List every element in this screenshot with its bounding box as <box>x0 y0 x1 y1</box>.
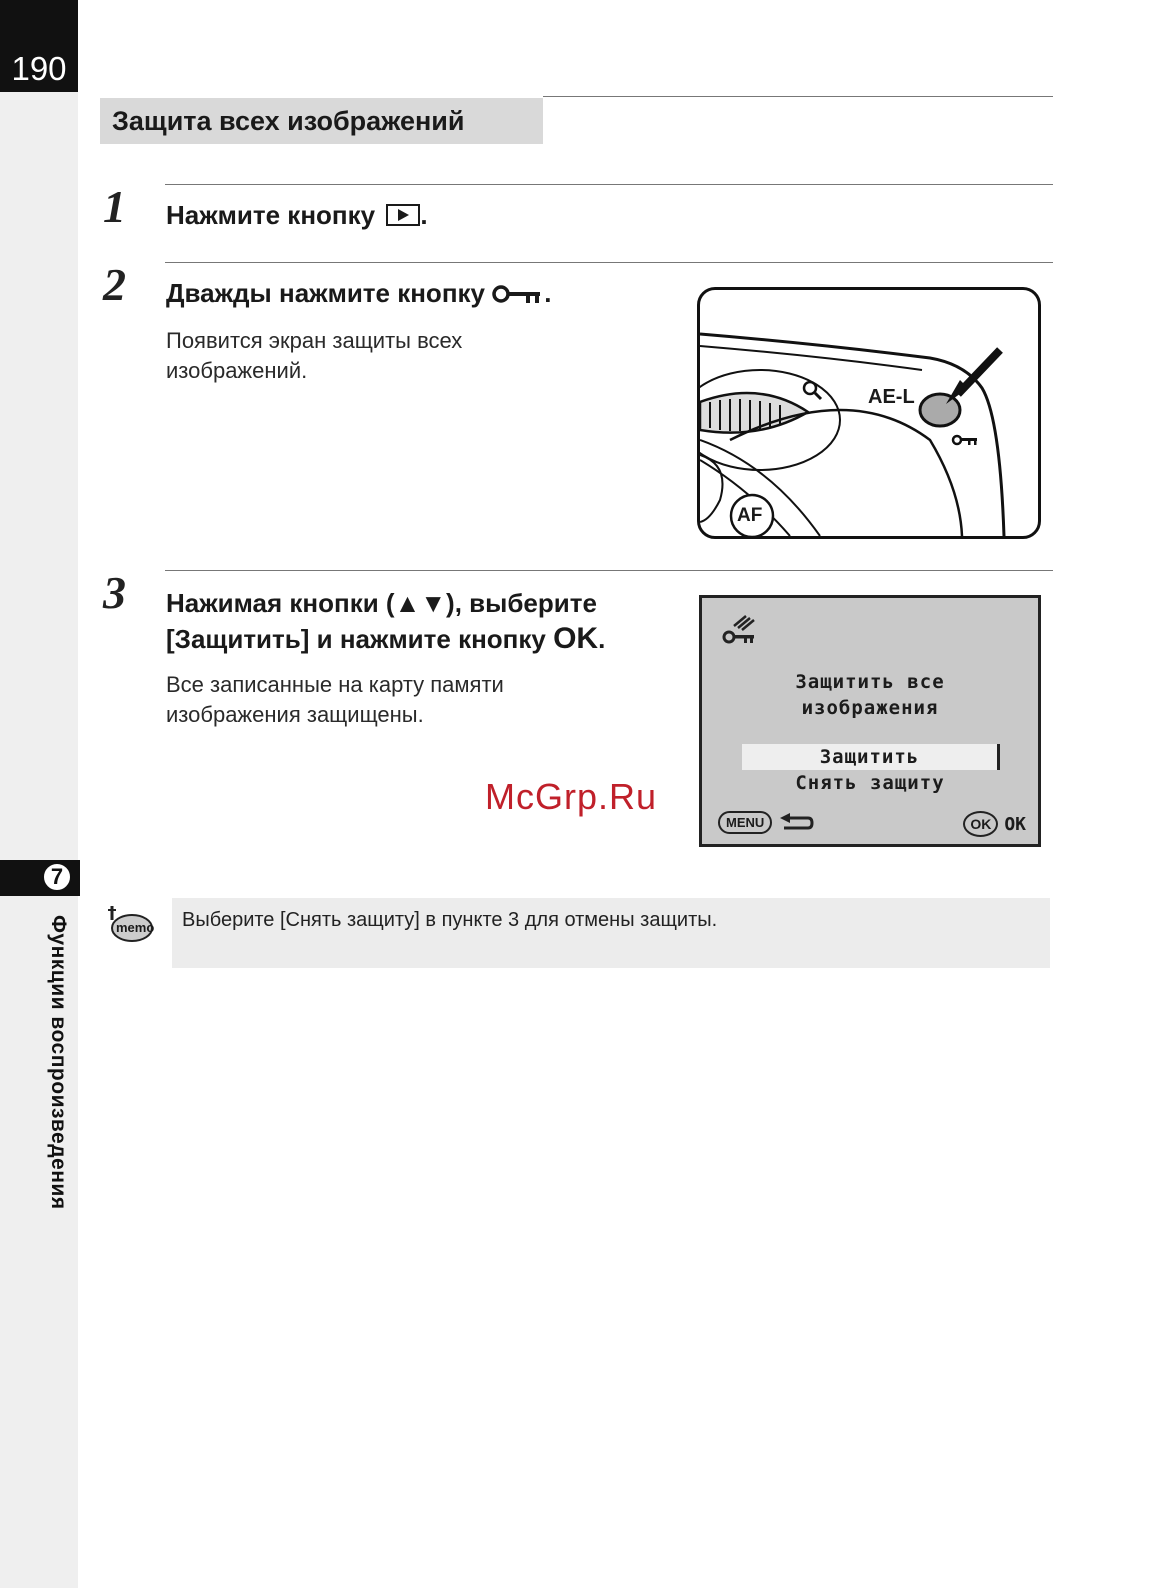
memo-icon-label: memo <box>116 920 155 935</box>
step-2-title-period: . <box>544 278 552 308</box>
protect-key-icon <box>492 283 544 305</box>
step-2-title-text: Дважды нажмите кнопку <box>166 278 485 308</box>
step-2-text-line: Появится экран защиты всех <box>166 328 463 353</box>
step-1-title <box>166 200 428 231</box>
menu-key-icon: MENU <box>718 811 772 834</box>
memo-text: Выберите [Снять защиту] в пункте 3 для отмены защиты. <box>182 909 718 931</box>
playback-icon <box>386 204 420 226</box>
step-2-text-line: изображений. <box>166 358 308 383</box>
watermark: McGrp.Ru <box>485 776 658 817</box>
lcd-heading-line1: Защитить все <box>795 671 945 693</box>
step-3-title-line1: Нажимая кнопки (▲▼), выберите <box>166 588 597 618</box>
lcd-option-protect[interactable]: Защитить <box>742 744 1000 770</box>
step-1-rule <box>165 184 1053 185</box>
lcd-ok-label: OK <box>1004 813 1026 835</box>
step-3-text-line: изображения защищены. <box>166 702 424 727</box>
step-2-text <box>166 326 462 386</box>
margin-strip <box>0 0 78 1588</box>
back-arrow-icon <box>778 813 814 833</box>
step-3-text <box>166 670 504 730</box>
step-3-title-line2 <box>166 621 605 657</box>
step-3-title-period: . <box>598 624 606 654</box>
ok-button-label: OK <box>553 622 599 655</box>
chapter-title: Функции воспроизведения <box>47 915 70 1210</box>
heading-rule <box>543 96 1053 97</box>
step-3-title <box>166 585 605 657</box>
step-2-title <box>166 278 551 309</box>
lcd-screen <box>699 595 1041 847</box>
step-3-title-text: [Защитить] и нажмите кнопку <box>166 624 546 654</box>
step-3-rule <box>165 570 1053 571</box>
step-2-rule <box>165 262 1053 263</box>
chapter-number: 7 <box>42 862 72 892</box>
step-1-number: 1 <box>103 181 126 232</box>
step-3-text-line: Все записанные на карту памяти <box>166 672 504 697</box>
lcd-option-unprotect[interactable]: Снять защиту <box>795 772 945 794</box>
memo-icon <box>104 906 156 952</box>
ael-label: AE-L <box>868 386 915 408</box>
ok-key-icon: OK <box>963 811 998 837</box>
lcd-heading-line2: изображения <box>801 697 939 719</box>
camera-drawing <box>700 290 1038 536</box>
lcd-menu-back <box>718 811 814 834</box>
protect-icon <box>720 612 764 646</box>
camera-illustration <box>697 287 1041 539</box>
page-number: 190 <box>0 0 78 92</box>
step-1-title-text: Нажмите кнопку <box>166 200 376 230</box>
step-2-number: 2 <box>103 259 126 310</box>
step-3-number: 3 <box>103 567 126 618</box>
step-1-title-period: . <box>420 200 428 230</box>
section-title: Защита всех изображений <box>100 98 543 144</box>
lcd-ok <box>963 811 1026 837</box>
af-label: AF <box>737 505 763 526</box>
